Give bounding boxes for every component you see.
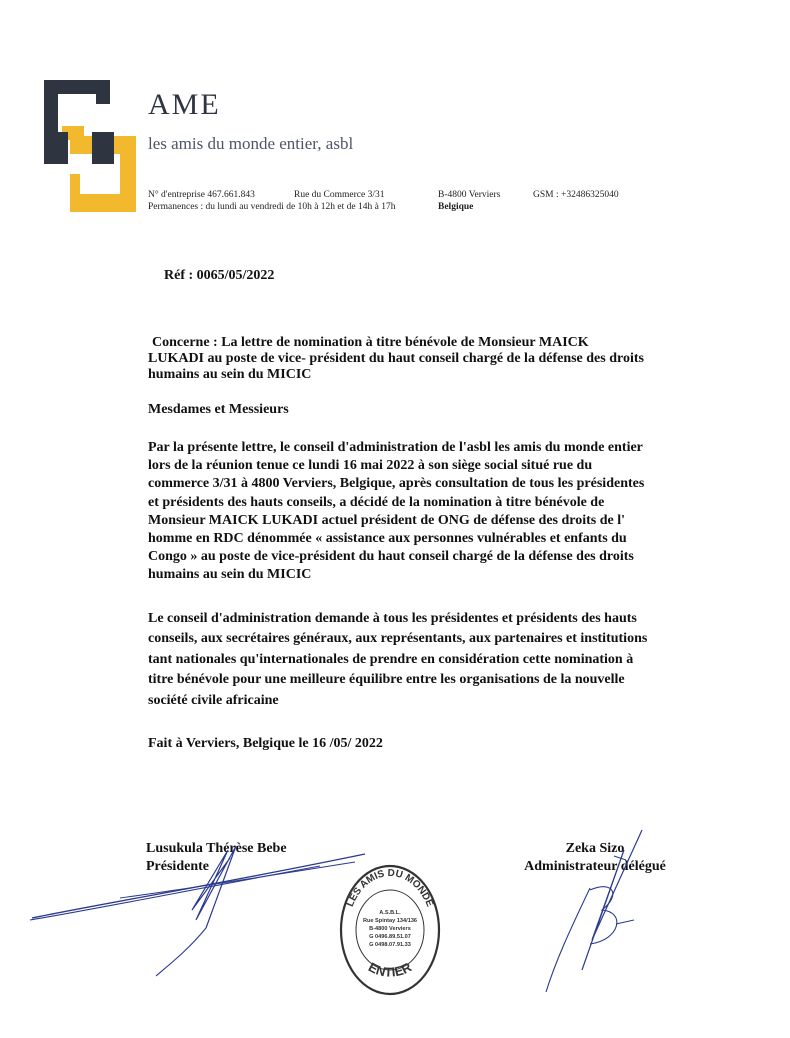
paragraph-line: Congo » au poste de vice-président du haut conseil chargé de la défense des droits <box>148 549 634 565</box>
address-street: Rue du Commerce 3/31 <box>294 190 385 200</box>
stamp-line: G 0498.07.91.33 <box>369 942 411 948</box>
svg-text:ENTIER <box>366 959 415 980</box>
reference-number: Réf : 0065/05/2022 <box>164 268 275 283</box>
contact-line-1 <box>148 190 668 202</box>
svg-text:LES AMIS DU MONDE <box>345 868 435 909</box>
stamp-line: A.S.B.L. <box>379 910 401 916</box>
paragraph-line: lors de la réunion tenue ce lundi 16 mai 2022 à son siège social situé rue du <box>148 458 593 474</box>
subject-line: LUKADI au poste de vice- président du haut conseil chargé de la défense des droits <box>148 351 644 366</box>
subject-line: humains au sein du MICIC <box>148 367 312 382</box>
subject <box>148 335 693 383</box>
paragraph-line: tant nationales qu'internationales de prendre en considération cette nomination à <box>148 651 634 667</box>
paragraph-line: société civile africaine <box>148 692 279 708</box>
signatory-role: Administrateur délégué <box>524 859 666 874</box>
logo-dark-bar <box>44 132 68 164</box>
paragraph-line: humains au sein du MICIC <box>148 567 312 583</box>
stamp-line: Rue Spintay 134/136 <box>362 918 418 924</box>
place-and-date: Fait à Verviers, Belgique le 16 /05/ 2022 <box>148 736 383 751</box>
paragraph-line: Monsieur MAICK LUKADI actuel président de ONG de défense des droits de l' <box>148 512 626 528</box>
salutation: Mesdames et Messieurs <box>148 402 289 417</box>
office-hours: Permanences : du lundi au vendredi de 10h à 12h et de 14h à 17h <box>148 202 396 212</box>
address-country: Belgique <box>438 202 474 212</box>
paragraph-line: Par la présente lettre, le conseil d'administration de l'asbl les amis du monde entier <box>148 440 643 455</box>
logo-white-gap <box>78 164 118 190</box>
org-name: AME <box>148 88 221 121</box>
gsm-number: GSM : +32486325040 <box>533 190 619 200</box>
body-paragraph-1 <box>148 439 688 585</box>
stamp-line: B-4800 Verviers <box>369 926 411 932</box>
paragraph-line: titre bénévole pour une meilleure équilibre entre les organisations de la nouvelle <box>148 672 625 688</box>
stamp-line: G 0496.89.51.07 <box>369 934 411 940</box>
body-paragraph-2 <box>148 609 688 711</box>
ame-logo <box>40 76 140 216</box>
paragraph-line: homme en RDC dénommée « assistance aux personnes vulnérables et enfants du <box>148 531 627 547</box>
paragraph-line: Le conseil d'administration demande à tous les présidentes et présidents des hauts <box>148 611 637 626</box>
signatory-right <box>520 840 670 876</box>
signatory-left <box>146 840 287 876</box>
stamp-ring-bottom: ENTIER <box>365 959 415 980</box>
paragraph-line: et présidents des hauts conseils, a décidé de la nomination à titre bénévole de <box>148 494 605 510</box>
contact-line-2 <box>148 202 668 214</box>
signatory-role: Présidente <box>146 859 209 874</box>
stamp-ring-top: LES AMIS DU MONDE <box>344 867 436 909</box>
signatory-name: Zeka Sizo <box>565 841 625 856</box>
logo-gold-inner <box>70 174 80 196</box>
enterprise-number: N° d'entreprise 467.661.843 <box>148 190 255 200</box>
paragraph-line: conseils, aux secrétaires généraux, aux représentants, aux partenaires et institutions <box>148 631 648 647</box>
org-tagline: les amis du monde entier, asbl <box>148 134 354 153</box>
paragraph-line: commerce 3/31 à 4800 Verviers, Belgique, après consultation de tous les présidentes <box>148 476 645 492</box>
signatory-name: Lusukula Thérèse Bebe <box>146 841 287 856</box>
organization-stamp <box>338 858 442 998</box>
address-city: B-4800 Verviers <box>438 190 501 200</box>
subject-line: Concerne : La lettre de nomination à titre bénévole de Monsieur MAICK <box>152 335 589 350</box>
